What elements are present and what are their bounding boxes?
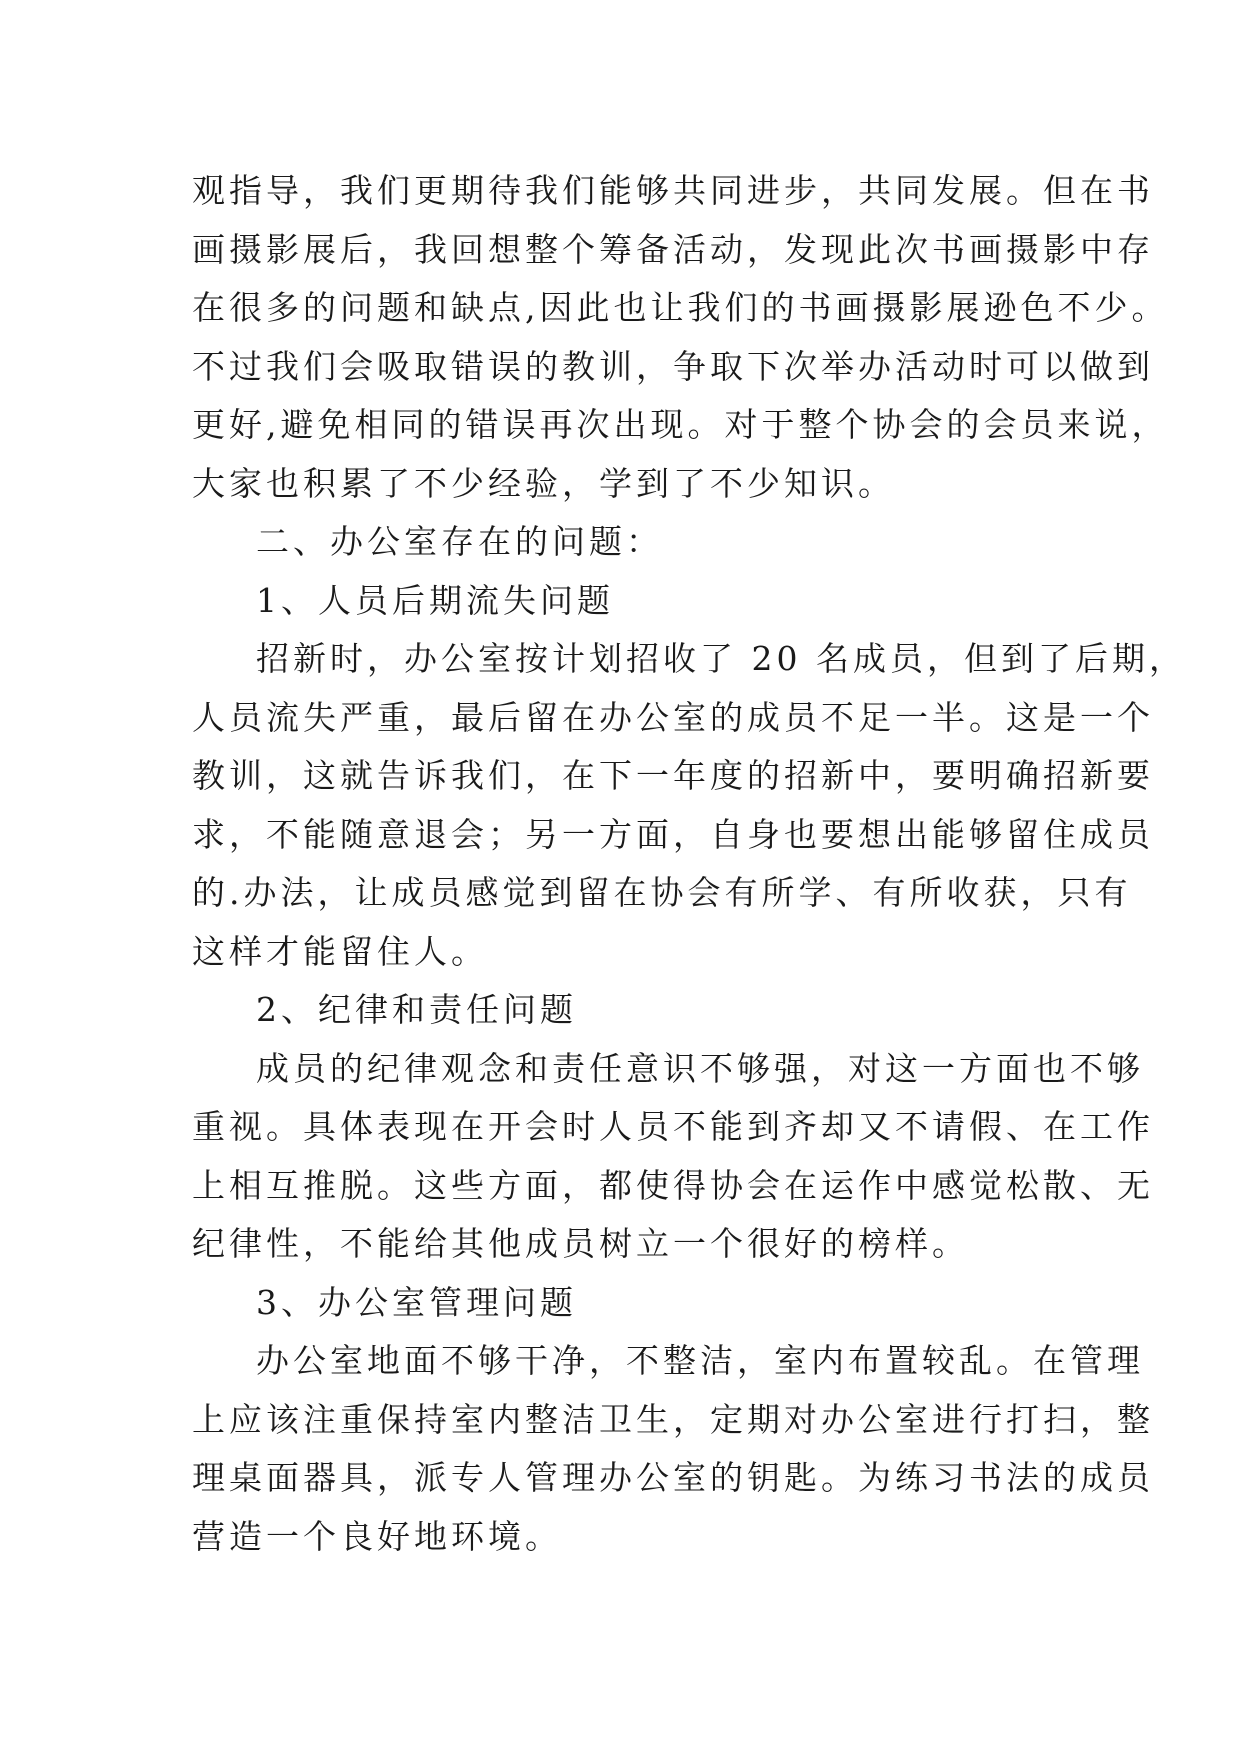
- text-line: 教训，这就告诉我们，在下一年度的招新中，要明确招新要: [192, 756, 1154, 795]
- text-line: 的.办法，让成员感觉到留在协会有所学、有所收获，只有: [192, 873, 1132, 912]
- text-line: 纪律性，不能给其他成员树立一个很好的榜样。: [192, 1224, 969, 1263]
- section-heading: 二、办公室存在的问题：: [256, 522, 663, 561]
- text-line: 画摄影展后，我回想整个筹备活动，发现此次书画摄影中存: [192, 229, 1154, 269]
- text-line: 这样才能留住人。: [192, 931, 488, 971]
- text-line: 大家也积累了不少经验，学到了不少知识。: [192, 463, 895, 503]
- text-line: 招新时，办公室按计划招收了 20 名成员，但到了后期，: [256, 639, 1186, 678]
- text-line: 更好,避免相同的错误再次出现。对于整个协会的会员来说，: [192, 405, 1169, 444]
- text-line: 理桌面器具，派专人管理办公室的钥匙。为练习书法的成员: [192, 1458, 1154, 1497]
- subsection-heading: 3、办公室管理问题: [256, 1282, 577, 1322]
- document-body: [192, 162, 1186, 1566]
- text-line: 观指导，我们更期待我们能够共同进步，共同发展。但在书: [192, 171, 1154, 210]
- text-line: 重视。具体表现在开会时人员不能到齐却又不请假、在工作: [192, 1107, 1154, 1146]
- subsection-heading: 2、纪律和责任问题: [256, 990, 577, 1029]
- text-line: 在很多的问题和缺点,因此也让我们的书画摄影展逊色不少。: [192, 288, 1169, 327]
- text-line: 上相互推脱。这些方面，都使得协会在运作中感觉松散、无: [192, 1165, 1154, 1205]
- text-line: 上应该注重保持室内整洁卫生，定期对办公室进行打扫，整: [192, 1399, 1154, 1439]
- text-line: 不过我们会吸取错误的教训，争取下次举办活动时可以做到: [192, 346, 1154, 386]
- text-line: 办公室地面不够干净，不整洁，室内布置较乱。在管理: [256, 1341, 1144, 1380]
- text-line: 营造一个良好地环境。: [192, 1516, 562, 1556]
- text-line: 求，不能随意退会；另一方面，自身也要想出能够留住成员: [192, 814, 1154, 854]
- text-line: 成员的纪律观念和责任意识不够强，对这一方面也不够: [256, 1048, 1144, 1088]
- text-line: 人员流失严重，最后留在办公室的成员不足一半。这是一个: [192, 697, 1154, 737]
- subsection-heading: 1、人员后期流失问题: [256, 580, 614, 620]
